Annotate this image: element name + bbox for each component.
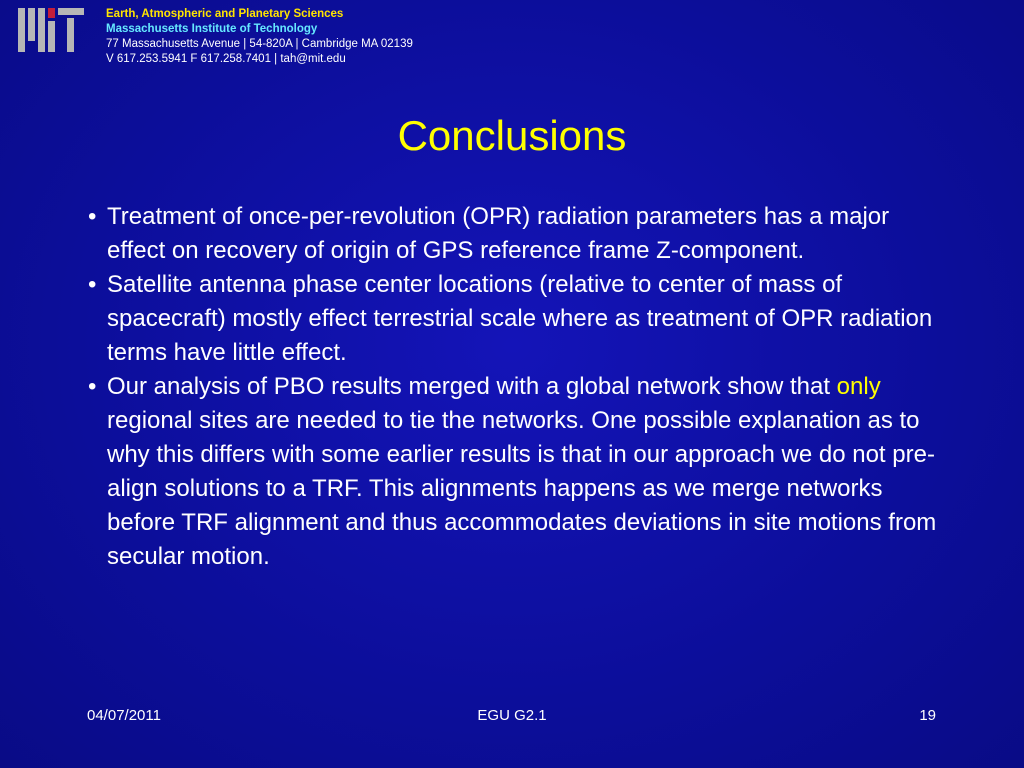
bullet-dot: • — [88, 373, 97, 400]
bullet-text: Satellite antenna phase center locations (relative to center of mass of spacecraft) mostly effect terrestrial scale where as treatment of OPR radiation terms have little effect. — [107, 271, 933, 366]
highlighted-word: only — [836, 373, 881, 400]
department-name: Earth, Atmospheric and Planetary Sciences — [106, 8, 344, 20]
bullet-item — [88, 200, 938, 268]
bullet-dot: • — [88, 271, 97, 298]
bullet-item — [88, 370, 938, 574]
institution-header — [106, 7, 413, 67]
institution-address: 77 Massachusetts Avenue | 54-820A | Cambridge MA 02139 — [106, 38, 413, 50]
bullet-item — [88, 268, 938, 370]
contact-info: V 617.253.5941 F 617.258.7401 | tah@mit.edu — [106, 53, 346, 65]
bullet-text-end: regional sites are needed to tie the networks. One possible explanation as to why this differs with some earlier results is that in our approach we do not pre-align solutions to a TRF. This alignments happens as we merge networks before TRF alignment and thus accommodates deviations in site motions from secular motion. — [107, 407, 937, 570]
slide-number: 19 — [919, 707, 936, 724]
bullet-text-start: Our analysis of PBO results merged with a global network show that — [107, 373, 837, 400]
footer-event: EGU G2.1 — [477, 707, 547, 724]
bullet-dot: • — [88, 203, 97, 230]
institution-name: Massachusetts Institute of Technology — [106, 23, 318, 35]
mit-logo-icon — [18, 8, 84, 52]
slide-title: Conclusions — [397, 112, 627, 159]
bullet-text: Treatment of once-per-revolution (OPR) radiation parameters has a major effect on recovery of origin of GPS reference frame Z-component. — [107, 203, 890, 264]
conclusions-list — [88, 200, 938, 574]
footer-date: 04/07/2011 — [87, 707, 161, 724]
